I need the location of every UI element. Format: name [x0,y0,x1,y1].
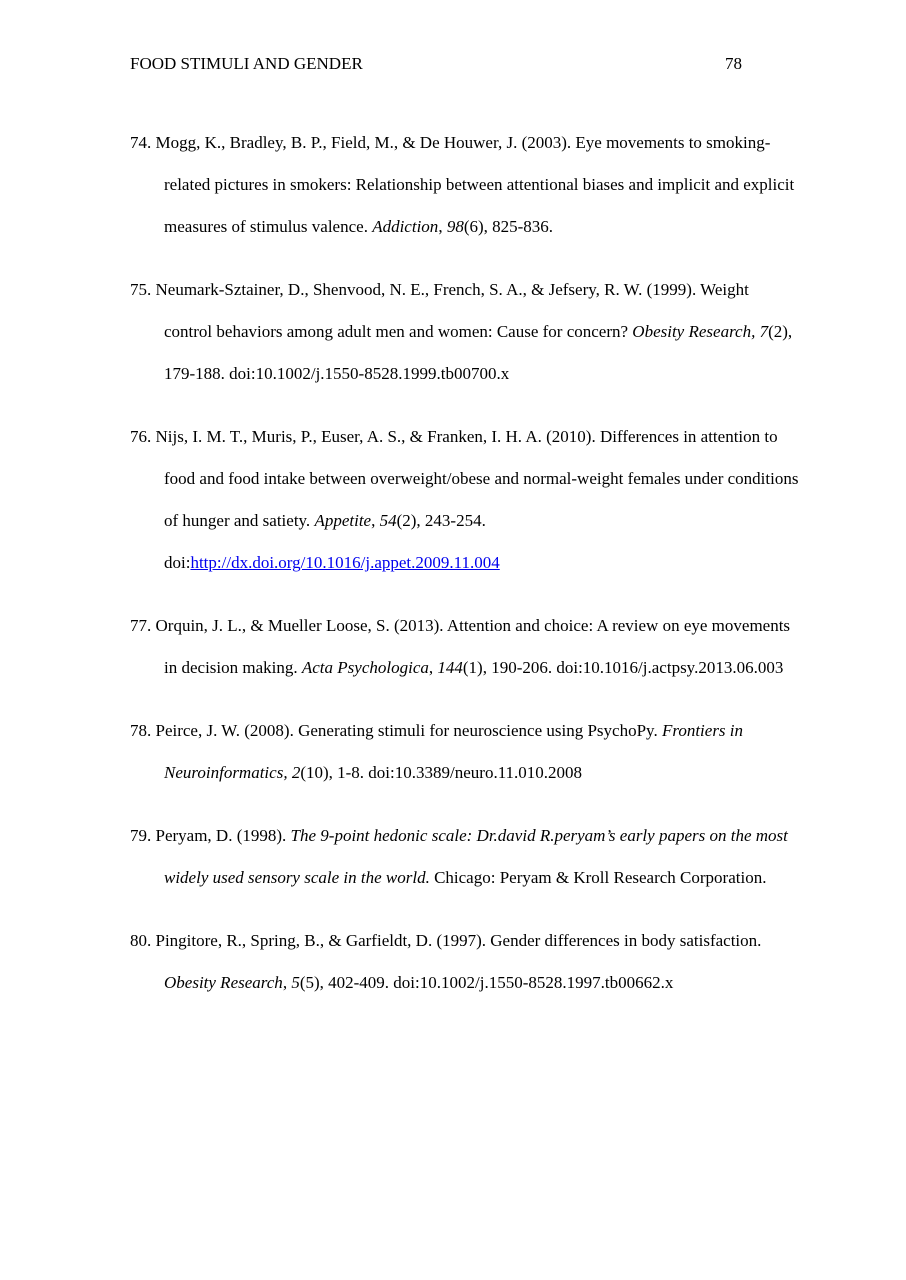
journal-title: Addiction [372,217,439,236]
volume: 144 [437,658,463,677]
reference-body: Nijs, I. M. T., Muris, P., Euser, A. S., & Franken, I. H. A. (2010). Differences in attention to food and food intake between overweight/obese and normal-weight females under conditions of hunger and satiety. [155,427,799,530]
reference-74: 74. Mogg, K., Bradley, B. P., Field, M., & De Houwer, J. (2003). Eye movements to smoking-related pictures in smokers: Relationship between attentional biases and implicit and explicit measures of stimulus valence. Addiction, 98(6), 825-836. [130,133,795,236]
doi-prefix: doi: [164,553,191,572]
reference-number: 75. [130,280,152,299]
issue-pages: (2), 243-254. [396,511,486,530]
reference-number: 78. [130,721,152,740]
doi-text: doi:10.1016/j.actpsy.2013.06.003 [556,658,784,677]
issue-pages: (2), 179-188. doi:10.1002/j.1550-8528.1999.tb00700.x [164,322,793,383]
reference-number: 77. [130,616,152,635]
reference-number: 80. [130,931,152,950]
issue-pages: (1), 190-206. [462,658,553,677]
running-title: FOOD STIMULI AND GENDER [130,54,363,73]
volume: 7 [759,322,769,341]
journal-title: Frontiers in Neuroinformatics, [164,721,744,782]
issue-pages: (6), 825-836. [463,217,554,236]
issue-pages: (10), 1-8. doi:10.3389/neuro.11.010.2008 [300,763,583,782]
publisher: Chicago: Peryam & Kroll Research Corporation. [434,868,767,887]
reference-80: 80. Pingitore, R., Spring, B., & Garfieldt, D. (1997). Gender differences in body satisfaction. Obesity Research, 5(5), 402-409. doi:10.1002/j.1550-8528.1997.tb00662.x [130,931,762,992]
volume: 54 [379,511,397,530]
page-number: 78 [725,54,742,73]
journal-title: Obesity Research [164,973,283,992]
reference-78 [130,710,800,794]
reference-body: Peirce, J. W. (2008). Generating stimuli for neuroscience using PsychoPy. [155,721,658,740]
reference-number: 76. [130,427,152,446]
volume: 2 [291,763,301,782]
reference-number: 79. [130,826,152,845]
reference-body: Orquin, J. L., & Mueller Loose, S. (2013). Attention and choice: A review on eye movements in decision making. [155,616,791,677]
reference-body: Neumark-Sztainer, D., Shenvood, N. E., French, S. A., & Jefsery, R. W. (1999). Weight control behaviors among adult men and women: Cause for concern? [155,280,749,341]
reference-76: 76. Nijs, I. M. T., Muris, P., Euser, A. S., & Franken, I. H. A. (2010). Differences in attention to food and food intake between overweight/obese and normal-weight females under conditions of hunger and satiety. Appetite, 54(2), 243-254. doi:http://dx.doi.org/10.1016/j.appet.2009.11.004 [130,427,799,572]
reference-79 [130,815,800,899]
doi-text: doi:10.1002/j.1550-8528.1997.tb00662.x [393,973,674,992]
reference-75 [130,269,800,395]
journal-title: Obesity Research, [632,322,756,341]
volume: 5 [291,973,300,992]
doi-link[interactable]: http://dx.doi.org/10.1016/j.appet.2009.11.004 [190,553,500,572]
volume: 98 [446,217,464,236]
reference-number: 74. [130,133,152,152]
reference-77: 77. Orquin, J. L., & Mueller Loose, S. (2013). Attention and choice: A review on eye movements in decision making. Acta Psychologica, 144(1), 190-206. doi:10.1016/j.actpsy.2013.06.003 [130,616,791,677]
journal-title: Acta Psychologica [301,658,429,677]
reference-body: Mogg, K., Bradley, B. P., Field, M., & De Houwer, J. (2003). Eye movements to smoking-related pictures in smokers: Relationship between attentional biases and implicit and explicit measures of stimulus valence. [155,133,795,236]
issue-pages: (5), 402-409. [299,973,390,992]
journal-title: Appetite [314,511,372,530]
reference-body: Pingitore, R., Spring, B., & Garfieldt, D. (1997). Gender differences in body satisfaction. [155,931,762,950]
reference-list [130,122,800,1025]
book-title: The 9-point hedonic scale: Dr.david R.peryam’s early papers on the most widely used sensory scale in the world. [164,826,788,887]
reference-body: Peryam, D. (1998). [155,826,287,845]
